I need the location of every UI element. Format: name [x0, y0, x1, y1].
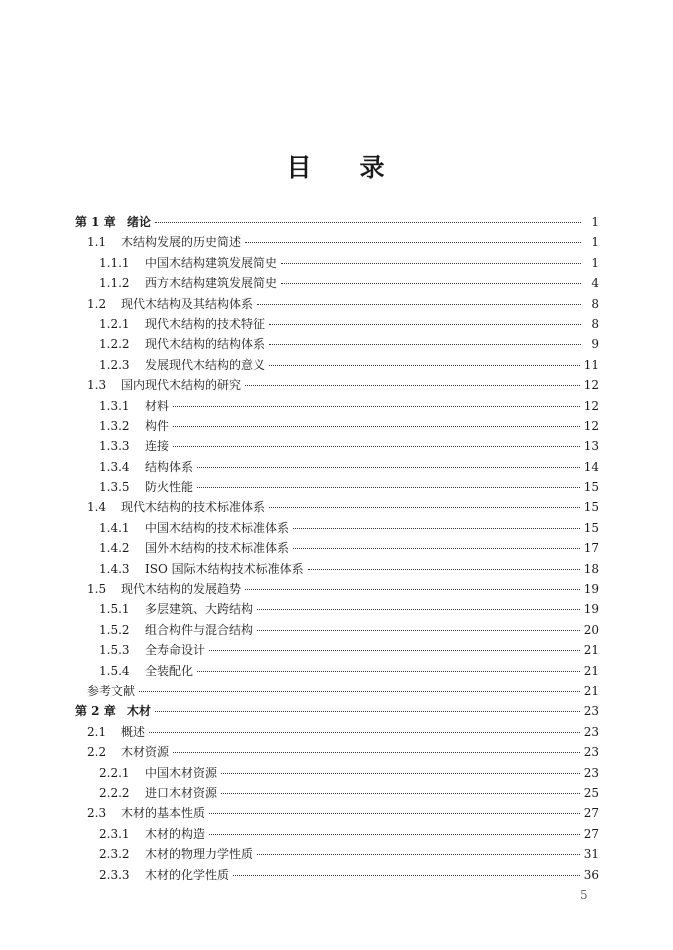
- toc-entry-number: 1.5.1: [99, 602, 130, 617]
- toc-entry-label: [99, 844, 253, 864]
- dot-leader: [209, 650, 580, 651]
- toc-entry-title: 木材的构造: [145, 826, 206, 841]
- toc-entry: [75, 640, 599, 660]
- dot-leader: [197, 467, 580, 468]
- toc-entry-label: [99, 416, 169, 436]
- dot-leader: [209, 834, 580, 835]
- toc-entry-title: 构件: [145, 418, 170, 433]
- toc-entry-title: 材料: [145, 398, 170, 413]
- toc-entry-page: 31: [583, 847, 599, 862]
- toc-entry-label: [87, 375, 241, 395]
- toc-entry: [75, 273, 599, 293]
- toc-entry-number: 2.1: [87, 724, 107, 739]
- toc-entry-page: 21: [583, 643, 599, 658]
- toc-entry: [75, 538, 599, 558]
- toc-entry-number: 1.5: [87, 582, 107, 597]
- toc-entry-page: 27: [583, 826, 599, 841]
- table-of-contents: [75, 212, 599, 885]
- toc-entry-number: 1.1: [87, 235, 107, 250]
- toc-entry-number: 2.3: [87, 806, 107, 821]
- toc-entry-label: [87, 294, 253, 314]
- dot-leader: [245, 385, 580, 386]
- toc-entry-page: 20: [583, 622, 599, 637]
- toc-entry-title: 中国木结构的技术标准体系: [145, 520, 290, 535]
- toc-entry-title: 木结构发展的历史简述: [121, 235, 242, 250]
- toc-entry-number: 2.3.2: [99, 847, 130, 862]
- toc-entry-title: 国内现代木结构的研究: [121, 378, 242, 393]
- toc-entry-label: [87, 742, 169, 762]
- toc-entry-title: 结构体系: [145, 459, 194, 474]
- toc-entry-number: 1.2.3: [99, 357, 130, 372]
- dot-leader: [173, 752, 580, 753]
- page-number: 5: [580, 888, 588, 902]
- toc-entry-page: 19: [583, 602, 599, 617]
- toc-entry: [75, 457, 599, 477]
- toc-entry: [75, 396, 599, 416]
- dot-leader: [269, 344, 581, 345]
- dot-leader: [221, 773, 580, 774]
- toc-entry-title: 组合构件与混合结构: [145, 622, 254, 637]
- toc-entry: [75, 803, 599, 823]
- toc-entry: [75, 620, 599, 640]
- toc-entry-number: 2.2.1: [99, 765, 130, 780]
- toc-entry-label: [99, 273, 277, 293]
- toc-entry-page: 4: [591, 276, 599, 291]
- toc-entry-label: [99, 763, 217, 783]
- dot-leader: [257, 630, 580, 631]
- dot-leader: [209, 813, 580, 814]
- toc-entry-title: 连接: [145, 439, 170, 454]
- toc-entry-page: 27: [583, 806, 599, 821]
- toc-entry-label: [99, 477, 193, 497]
- toc-entry-number: 1.3: [87, 378, 107, 393]
- toc-entry-title: 全寿命设计: [145, 643, 206, 658]
- toc-entry-title: 现代木结构及其结构体系: [121, 296, 254, 311]
- toc-entry: [75, 559, 599, 579]
- toc-entry: [75, 355, 599, 375]
- toc-entry-label: [87, 497, 265, 517]
- toc-entry-label: [87, 681, 135, 701]
- toc-entry-number: 1.5.2: [99, 622, 130, 637]
- toc-entry: [75, 314, 599, 334]
- toc-entry-label: [99, 436, 169, 456]
- toc-entry-page: 25: [583, 785, 599, 800]
- toc-entry: [75, 497, 599, 517]
- toc-entry-label: [99, 396, 169, 416]
- dot-leader: [173, 406, 580, 407]
- toc-entry-label: [99, 640, 205, 660]
- dot-leader: [197, 487, 580, 488]
- dot-leader: [173, 426, 580, 427]
- toc-entry-page: 36: [583, 867, 599, 882]
- toc-entry-page: 12: [583, 378, 599, 393]
- dot-leader: [221, 793, 580, 794]
- toc-entry-page: 18: [583, 561, 599, 576]
- toc-entry-page: 15: [583, 500, 599, 515]
- toc-entry-number: 1.2.1: [99, 316, 130, 331]
- toc-entry-page: 8: [591, 316, 599, 331]
- dot-leader: [269, 324, 581, 325]
- toc-entry-label: [99, 599, 253, 619]
- toc-entry-label: [99, 865, 229, 885]
- toc-entry-title: 国外木结构的技术标准体系: [145, 541, 290, 556]
- toc-entry-title: 进口木材资源: [145, 785, 218, 800]
- toc-entry-number: 1.4: [87, 500, 107, 515]
- dot-leader: [233, 875, 580, 876]
- toc-entry-label: [99, 253, 277, 273]
- toc-entry-title: 发展现代木结构的意义: [145, 357, 266, 372]
- dot-leader: [139, 691, 580, 692]
- toc-entry-number: 第 2 章: [75, 704, 116, 719]
- toc-entry-title: 防火性能: [145, 480, 194, 495]
- dot-leader: [257, 609, 580, 610]
- toc-entry: [75, 579, 599, 599]
- toc-entry-page: 15: [583, 520, 599, 535]
- toc-entry: [75, 375, 599, 395]
- toc-entry-page: 12: [583, 418, 599, 433]
- toc-entry-number: 1.3.3: [99, 439, 130, 454]
- toc-entry-page: 23: [583, 704, 599, 719]
- toc-entry-label: [99, 559, 304, 579]
- title-char-2: 录: [359, 153, 387, 182]
- toc-entry-page: 11: [583, 357, 599, 372]
- dot-leader: [281, 263, 581, 264]
- toc-entry-number: 1.3.4: [99, 459, 130, 474]
- toc-entry-page: 19: [583, 582, 599, 597]
- toc-entry-label: [99, 783, 217, 803]
- toc-entry-title: 参考文献: [87, 683, 136, 698]
- dot-leader: [197, 671, 580, 672]
- toc-entry-number: 1.5.4: [99, 663, 130, 678]
- toc-entry-page: 8: [591, 296, 599, 311]
- toc-entry-number: 1.3.5: [99, 480, 130, 495]
- toc-entry: [75, 783, 599, 803]
- dot-leader: [257, 304, 581, 305]
- toc-entry-title: 西方木结构建筑发展简史: [145, 276, 278, 291]
- toc-entry-page: 23: [583, 765, 599, 780]
- toc-entry-label: [99, 620, 253, 640]
- toc-entry-number: 2.2.2: [99, 785, 130, 800]
- toc-entry: [75, 599, 599, 619]
- toc-entry-page: 1: [591, 235, 599, 250]
- toc-entry-label: [75, 701, 151, 721]
- toc-entry: [75, 722, 599, 742]
- dot-leader: [308, 569, 580, 570]
- toc-entry-label: [99, 457, 193, 477]
- dot-leader: [293, 548, 580, 549]
- toc-entry-label: [99, 538, 289, 558]
- toc-entry-title: 木材的基本性质: [121, 806, 206, 821]
- title-char-1: 目: [286, 153, 314, 182]
- toc-entry-title: 现代木结构的技术标准体系: [121, 500, 266, 515]
- toc-entry-label: [99, 355, 265, 375]
- toc-entry-number: 1.4.2: [99, 541, 130, 556]
- toc-entry-number: 1.3.2: [99, 418, 130, 433]
- toc-entry: [75, 681, 599, 701]
- toc-entry-page: 1: [591, 215, 599, 229]
- toc-entry-page: 13: [583, 439, 599, 454]
- dot-leader: [245, 589, 580, 590]
- toc-entry: [75, 253, 599, 273]
- toc-entry-page: 9: [591, 337, 599, 352]
- toc-entry-page: 17: [583, 541, 599, 556]
- toc-entry-number: 1.3.1: [99, 398, 130, 413]
- page-title: [0, 148, 673, 184]
- toc-entry: [75, 661, 599, 681]
- dot-leader: [155, 711, 580, 712]
- toc-entry: [75, 212, 599, 232]
- toc-entry-label: [75, 212, 151, 232]
- toc-entry-title: 多层建筑、大跨结构: [145, 602, 254, 617]
- dot-leader: [281, 283, 581, 284]
- toc-entry-page: 23: [583, 745, 599, 760]
- toc-entry-title: 中国木结构建筑发展简史: [145, 255, 278, 270]
- toc-entry-number: 1.5.3: [99, 643, 130, 658]
- toc-entry-title: 木材的物理力学性质: [145, 847, 254, 862]
- toc-entry-label: [99, 314, 265, 334]
- toc-entry-title: 绪论: [127, 215, 152, 229]
- toc-entry-number: 1.2: [87, 296, 107, 311]
- toc-entry-label: [99, 661, 193, 681]
- toc-entry: [75, 742, 599, 762]
- toc-entry: [75, 763, 599, 783]
- toc-entry-page: 21: [583, 683, 599, 698]
- toc-entry-number: 1.1.2: [99, 276, 130, 291]
- toc-entry-title: 木材: [127, 704, 152, 719]
- toc-entry-label: [99, 518, 289, 538]
- toc-entry-page: 14: [583, 459, 599, 474]
- toc-entry-number: 1.4.3: [99, 561, 130, 576]
- toc-entry-title: 概述: [121, 724, 146, 739]
- toc-entry-title: 现代木结构的技术特征: [145, 316, 266, 331]
- toc-entry: [75, 518, 599, 538]
- toc-entry-title: ISO 国际木结构技术标准体系: [145, 561, 304, 576]
- dot-leader: [293, 528, 580, 529]
- toc-entry-number: 2.3.3: [99, 867, 130, 882]
- toc-entry-number: 1.4.1: [99, 520, 130, 535]
- toc-entry-page: 15: [583, 480, 599, 495]
- dot-leader: [173, 446, 580, 447]
- dot-leader: [149, 732, 580, 733]
- toc-entry-label: [87, 579, 241, 599]
- dot-leader: [245, 242, 581, 243]
- toc-entry-page: 23: [583, 724, 599, 739]
- toc-entry: [75, 477, 599, 497]
- toc-entry: [75, 865, 599, 885]
- toc-entry-number: 第 1 章: [75, 215, 116, 229]
- toc-entry-label: [87, 803, 205, 823]
- toc-entry: [75, 824, 599, 844]
- toc-entry-title: 木材的化学性质: [145, 867, 230, 882]
- toc-entry-number: 1.1.1: [99, 255, 130, 270]
- toc-entry-page: 12: [583, 398, 599, 413]
- toc-entry-title: 现代木结构的结构体系: [145, 337, 266, 352]
- dot-leader: [269, 507, 580, 508]
- toc-entry: [75, 436, 599, 456]
- toc-entry-number: 2.3.1: [99, 826, 130, 841]
- toc-entry-number: 2.2: [87, 745, 107, 760]
- toc-entry-title: 中国木材资源: [145, 765, 218, 780]
- toc-entry: [75, 416, 599, 436]
- toc-entry: [75, 232, 599, 252]
- toc-entry-label: [99, 334, 265, 354]
- toc-entry: [75, 844, 599, 864]
- toc-entry: [75, 294, 599, 314]
- toc-entry-label: [87, 722, 145, 742]
- toc-entry-title: 现代木结构的发展趋势: [121, 582, 242, 597]
- toc-entry-page: 21: [583, 663, 599, 678]
- toc-entry-title: 全装配化: [145, 663, 194, 678]
- toc-entry-label: [87, 232, 241, 252]
- toc-entry-page: 1: [591, 255, 599, 270]
- toc-entry: [75, 701, 599, 721]
- toc-entry-title: 木材资源: [121, 745, 170, 760]
- dot-leader: [257, 854, 580, 855]
- dot-leader: [269, 365, 580, 366]
- dot-leader: [155, 222, 581, 223]
- toc-entry-number: 1.2.2: [99, 337, 130, 352]
- toc-entry-label: [99, 824, 205, 844]
- toc-entry: [75, 334, 599, 354]
